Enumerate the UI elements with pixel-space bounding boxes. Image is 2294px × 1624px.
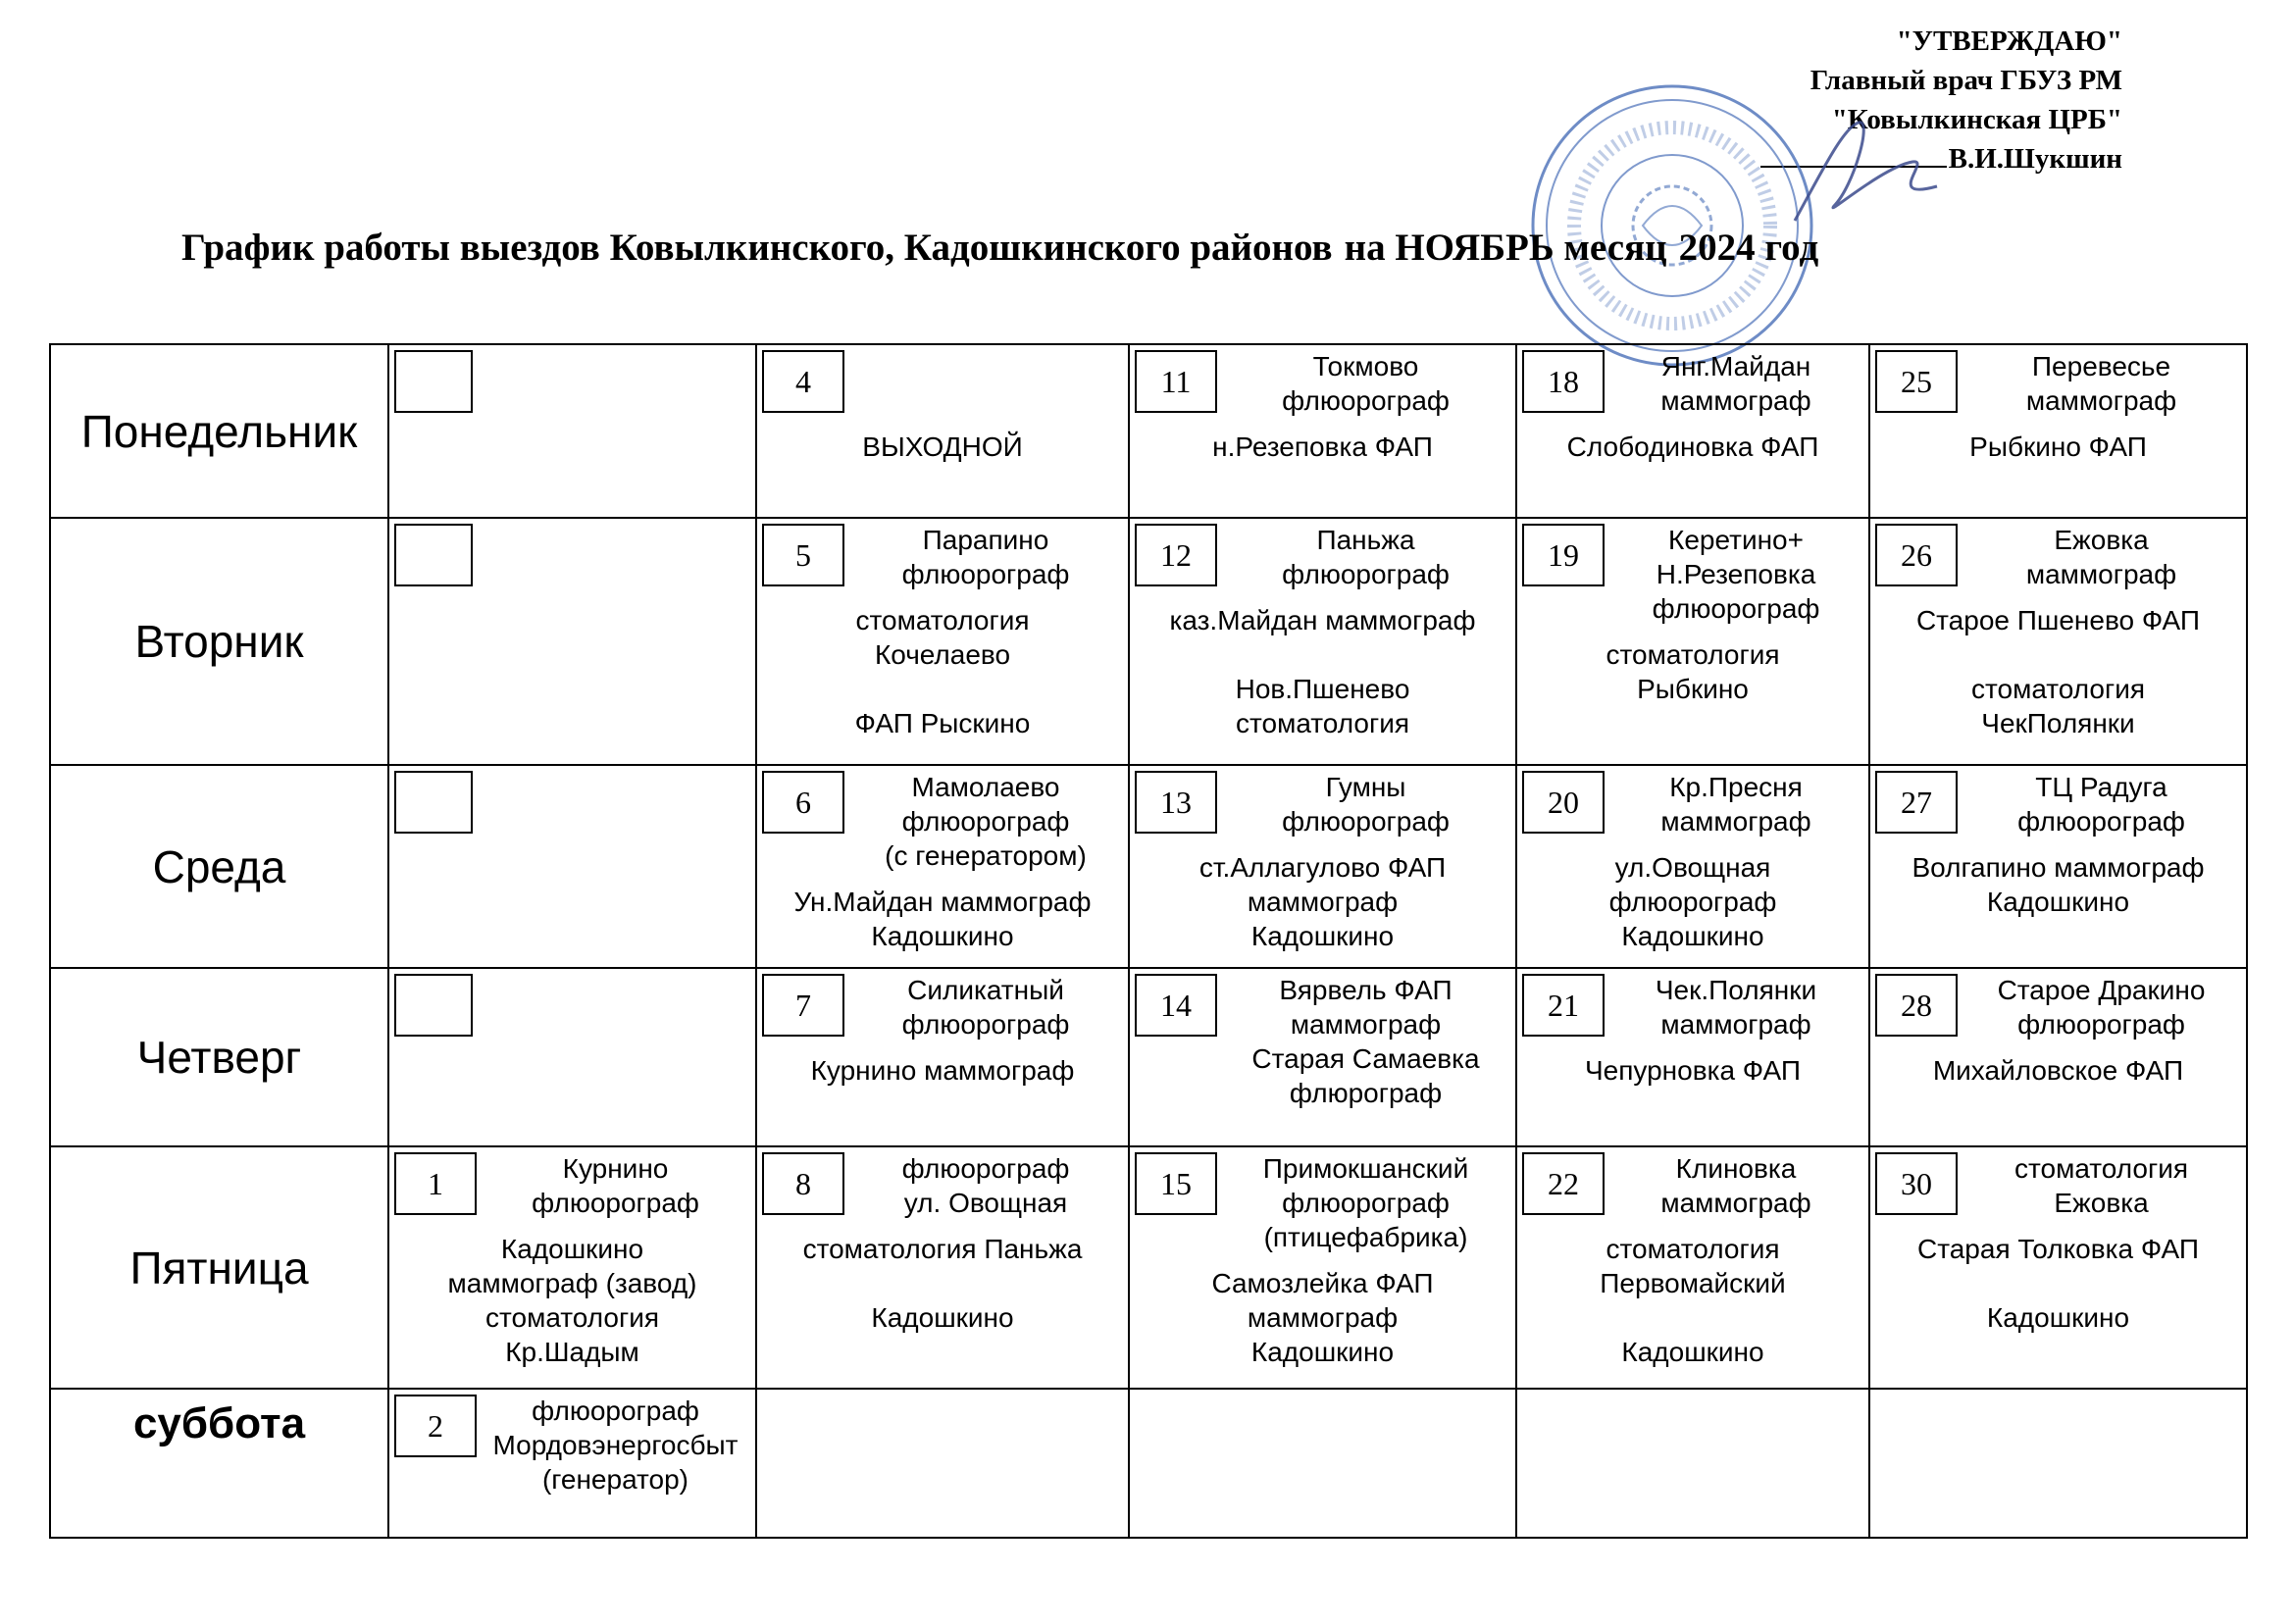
cell-line: Парапино — [922, 525, 1049, 555]
cell-line: Силикатный — [907, 975, 1064, 1005]
cell-body-text — [1130, 838, 1515, 957]
cell-line: ст.Аллагулово ФАП — [1198, 852, 1447, 883]
schedule-cell — [1516, 344, 1869, 518]
empty-date-box — [394, 771, 473, 834]
date-number-box: 11 — [1135, 350, 1217, 413]
cell-body-text — [1870, 1394, 2246, 1397]
cell-line: Гумны — [1325, 772, 1406, 802]
cell-line: Перевесье — [2031, 351, 2171, 381]
day-name-cell: Среда — [50, 765, 388, 968]
title-month: на НОЯБРЬ месяц — [1344, 227, 1667, 269]
schedule-cell — [756, 344, 1129, 518]
date-number-box: 12 — [1135, 524, 1217, 586]
schedule-cell — [1869, 765, 2247, 968]
cell-line: Кадошкино — [500, 1234, 644, 1264]
approval-signatory-name: В.И.Шукшин — [1948, 143, 2122, 175]
schedule-cell — [756, 765, 1129, 968]
cell-line: Кадошкино — [871, 1302, 1014, 1333]
date-number-box: 13 — [1135, 771, 1217, 834]
cell-line: стоматология — [485, 1302, 659, 1333]
cell-body-text — [1870, 1041, 2246, 1091]
cell-line — [1878, 1266, 2238, 1300]
schedule-row — [50, 518, 2247, 765]
day-name-cell: Пятница — [50, 1146, 388, 1389]
schedule-cell — [1129, 1146, 1516, 1389]
date-number-box: 26 — [1875, 524, 1958, 586]
date-number-box: 22 — [1522, 1152, 1605, 1215]
cell-line: Самозлейка ФАП — [1211, 1268, 1434, 1298]
cell-line: маммограф — [2025, 385, 2177, 416]
empty-date-box — [394, 524, 473, 586]
cell-line: Кр.Пресня — [1669, 772, 1803, 802]
schedule-cell — [388, 518, 756, 765]
cell-line: ТЦ Радуга — [2035, 772, 2167, 802]
cell-line: стоматология — [1971, 674, 2145, 704]
cell-line: флюорограф — [901, 1009, 1070, 1040]
approval-position: Главный врач ГБУЗ РМ — [1810, 65, 2122, 96]
cell-body-text — [1130, 1110, 1515, 1114]
cell-line — [765, 672, 1120, 706]
cell-line: флюорограф — [1608, 887, 1777, 917]
cell-line: Кадошкино — [1621, 921, 1764, 951]
cell-line: флюорограф — [1282, 1188, 1450, 1218]
cell-body-text — [1870, 838, 2246, 923]
cell-line: стоматология — [1606, 1234, 1780, 1264]
empty-date-box — [394, 350, 473, 413]
cell-line: Кочелаево — [874, 639, 1011, 670]
cell-line: флюорограф — [2017, 1009, 2185, 1040]
cell-body-text — [1517, 838, 1868, 957]
cell-line: Слободиновка ФАП — [1566, 431, 1819, 462]
cell-line — [1525, 1300, 1861, 1335]
cell-line: Н.Резеповка — [1656, 559, 1816, 589]
cell-line: Вярвель ФАП — [1279, 975, 1453, 1005]
date-number-box: 2 — [394, 1395, 477, 1457]
schedule-cell — [388, 968, 756, 1146]
schedule-cell — [1516, 518, 1869, 765]
date-number-box: 19 — [1522, 524, 1605, 586]
date-number-box: 18 — [1522, 350, 1605, 413]
schedule-row — [50, 1389, 2247, 1538]
cell-line: Паньжа — [1316, 525, 1415, 555]
cell-line: Ежовка — [2054, 1188, 2149, 1218]
schedule-row — [50, 968, 2247, 1146]
empty-date-box — [394, 974, 473, 1037]
cell-body-text — [1517, 1394, 1868, 1397]
cell-line: Старая Толковка ФАП — [1917, 1234, 2199, 1264]
cell-line: Волгапино маммограф — [1912, 852, 2205, 883]
date-number-box: 5 — [762, 524, 844, 586]
schedule-cell — [388, 1146, 756, 1389]
signature-scribble — [1765, 108, 1962, 235]
cell-body-text — [1870, 1220, 2246, 1339]
cell-line: ул.Овощная — [1614, 852, 1771, 883]
schedule-cell — [1129, 344, 1516, 518]
cell-line: стоматология — [855, 605, 1030, 635]
schedule-cell — [1869, 1146, 2247, 1389]
schedule-cell — [1129, 1389, 1516, 1538]
cell-line: Курнино — [562, 1153, 669, 1184]
cell-line: н.Резеповка ФАП — [1212, 431, 1433, 462]
cell-line: Рыбкино — [1637, 674, 1749, 704]
cell-line: Кадошкино — [1621, 1337, 1764, 1367]
cell-line: Чепурновка ФАП — [1585, 1055, 1801, 1086]
cell-line: Нов.Пшенево — [1235, 674, 1410, 704]
date-number-box: 8 — [762, 1152, 844, 1215]
schedule-cell — [1516, 1389, 1869, 1538]
cell-line: Кр.Шадым — [505, 1337, 639, 1367]
cell-body-text — [1870, 418, 2246, 468]
cell-body-text — [1130, 1394, 1515, 1397]
cell-line: ул. Овощная — [903, 1188, 1068, 1218]
cell-line: флюорограф — [532, 1188, 699, 1218]
cell-line: стоматология — [2014, 1153, 2188, 1184]
cell-line: флюорограф — [1282, 385, 1450, 416]
cell-line: стоматология — [1236, 708, 1409, 738]
cell-line: маммограф — [1660, 806, 1811, 837]
cell-body-text — [757, 1041, 1128, 1091]
cell-line: флюорограф — [901, 1153, 1070, 1184]
cell-line: Янг.Майдан — [1660, 351, 1811, 381]
day-name-cell: Четверг — [50, 968, 388, 1146]
cell-line: маммограф — [1247, 1302, 1399, 1333]
cell-line: Первомайский — [1600, 1268, 1786, 1298]
cell-line: флюорограф — [532, 1396, 699, 1426]
date-number-box: 14 — [1135, 974, 1217, 1037]
cell-line: флюрограф — [1289, 1078, 1443, 1108]
cell-body-text — [1517, 626, 1868, 710]
cell-body-text — [1517, 1220, 1868, 1373]
cell-line: маммограф — [1660, 385, 1811, 416]
date-number-box: 25 — [1875, 350, 1958, 413]
schedule-cell — [388, 344, 756, 518]
cell-line: стоматология Паньжа — [802, 1234, 1083, 1264]
schedule-cell — [1869, 518, 2247, 765]
date-number-box: 28 — [1875, 974, 1958, 1037]
cell-line: флюорограф — [1282, 559, 1450, 589]
cell-body-text — [757, 1220, 1128, 1339]
cell-line: флюорограф — [1652, 593, 1820, 624]
schedule-cell — [1516, 1146, 1869, 1389]
date-number-box: 15 — [1135, 1152, 1217, 1215]
cell-line: (генератор) — [541, 1464, 689, 1495]
cell-line: Ун.Майдан маммограф — [793, 887, 1092, 917]
cell-line — [765, 1266, 1120, 1300]
cell-body-text — [1130, 591, 1515, 744]
cell-line: флюорограф — [901, 806, 1070, 837]
cell-line: флюорограф — [901, 559, 1070, 589]
cell-body-text — [1130, 1254, 1515, 1373]
schedule-cell — [756, 968, 1129, 1146]
date-number-box: 20 — [1522, 771, 1605, 834]
cell-line: (птицефабрика) — [1263, 1222, 1468, 1252]
cell-line: Кадошкино — [1986, 887, 2130, 917]
schedule-cell — [1869, 1389, 2247, 1538]
cell-line: маммограф — [1660, 1188, 1811, 1218]
cell-line: маммограф — [1247, 887, 1399, 917]
date-number-box: 1 — [394, 1152, 477, 1215]
cell-body-text — [1130, 418, 1515, 468]
date-number-box: 7 — [762, 974, 844, 1037]
schedule-cell — [1516, 968, 1869, 1146]
cell-body-text — [1517, 1041, 1868, 1091]
cell-line: Старое Дракино — [1997, 975, 2206, 1005]
title-main: График работы выездов Ковылкинского, Кадошкинского районов — [181, 227, 1333, 269]
cell-line: Михайловское ФАП — [1932, 1055, 2184, 1086]
cell-line — [1138, 637, 1507, 672]
schedule-cell — [1129, 518, 1516, 765]
cell-line: ЧекПолянки — [1981, 708, 2135, 738]
schedule-cell — [756, 518, 1129, 765]
schedule-cell — [1129, 765, 1516, 968]
schedule-table — [49, 343, 2248, 1539]
document-title — [181, 226, 1830, 270]
date-number-box: 30 — [1875, 1152, 1958, 1215]
schedule-cell — [756, 1146, 1129, 1389]
cell-line — [1878, 637, 2238, 672]
cell-line: Керетино+ — [1668, 525, 1804, 555]
cell-line: ФАП Рыскино — [854, 708, 1031, 738]
cell-line: маммограф — [1660, 1009, 1811, 1040]
approval-organization: "Ковылкинская ЦРБ" — [1831, 104, 2122, 135]
cell-line: Кадошкино — [1986, 1302, 2130, 1333]
cell-line: каз.Майдан маммограф — [1169, 605, 1476, 635]
cell-line: Примокшанский — [1262, 1153, 1469, 1184]
day-name-cell: Понедельник — [50, 344, 388, 518]
cell-body-text — [1870, 591, 2246, 744]
cell-line: маммограф (завод) — [447, 1268, 697, 1298]
schedule-cell — [756, 1389, 1129, 1538]
cell-line: ВЫХОДНОЙ — [862, 431, 1023, 462]
schedule-row — [50, 1146, 2247, 1389]
approval-header: "УТВЕРЖДАЮ" — [1896, 25, 2122, 57]
cell-body-text — [757, 591, 1128, 744]
schedule-cell — [1516, 765, 1869, 968]
cell-line: Ежовка — [2054, 525, 2149, 555]
cell-line: Кадошкино — [871, 921, 1014, 951]
date-number-box: 6 — [762, 771, 844, 834]
schedule-cell — [388, 1389, 756, 1538]
cell-line: Старое Пшенево ФАП — [1915, 605, 2201, 635]
cell-body-text — [389, 1497, 755, 1500]
cell-line: Кадошкино — [1250, 921, 1395, 951]
cell-line: Кадошкино — [1250, 1337, 1395, 1367]
cell-line: Чек.Полянки — [1655, 975, 1817, 1005]
cell-line: Старая Самаевка — [1251, 1043, 1480, 1074]
schedule-row — [50, 765, 2247, 968]
cell-body-text — [389, 1220, 755, 1373]
cell-line: флюорограф — [2017, 806, 2185, 837]
cell-line: флюорограф — [1282, 806, 1450, 837]
cell-body-text — [757, 418, 1128, 468]
cell-line: Токмово — [1312, 351, 1419, 381]
cell-line: Клиновка — [1675, 1153, 1797, 1184]
cell-body-text — [1517, 418, 1868, 468]
day-name-cell: суббота — [50, 1389, 388, 1538]
cell-line: стоматология — [1606, 639, 1780, 670]
date-number-box: 27 — [1875, 771, 1958, 834]
schedule-cell — [388, 765, 756, 968]
schedule-row — [50, 344, 2247, 518]
date-number-box: 4 — [762, 350, 844, 413]
cell-line: Курнино маммограф — [810, 1055, 1075, 1086]
cell-line: Мордовэнергосбыт — [492, 1430, 739, 1460]
cell-line: (с генератором) — [885, 840, 1087, 871]
title-year: 2024 год — [1678, 227, 1819, 269]
cell-body-text — [757, 1394, 1128, 1397]
day-name-cell: Вторник — [50, 518, 388, 765]
cell-line: маммограф — [1290, 1009, 1442, 1040]
cell-line: Мамолаево — [911, 772, 1060, 802]
cell-body-text — [757, 873, 1128, 957]
cell-line: маммограф — [2025, 559, 2177, 589]
schedule-cell — [1869, 344, 2247, 518]
schedule-cell — [1869, 968, 2247, 1146]
schedule-cell — [1129, 968, 1516, 1146]
cell-line: Рыбкино ФАП — [1969, 431, 2147, 462]
date-number-box: 21 — [1522, 974, 1605, 1037]
